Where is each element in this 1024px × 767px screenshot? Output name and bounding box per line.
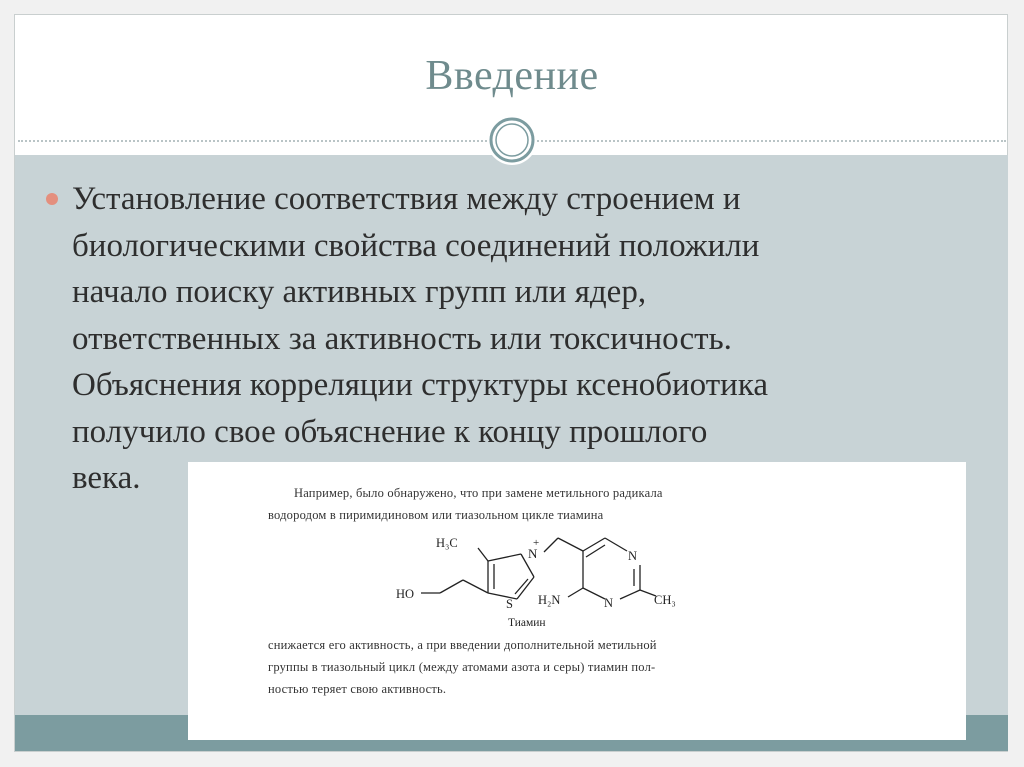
- formula-label: S: [506, 597, 513, 611]
- formula-label: H₂N: [538, 593, 561, 607]
- bullet-line: получило свое объяснение к концу прошлого: [72, 413, 708, 450]
- formula-label: CH₃: [654, 593, 676, 607]
- thiamine-figure: [188, 462, 966, 740]
- bullet-line: века.: [72, 460, 141, 496]
- formula-label: N: [628, 549, 638, 563]
- bullet-line: Установление соответствия между строением и: [72, 181, 741, 217]
- bullet-line: начало поиску активных групп или ядер,: [72, 274, 647, 310]
- formula-label: +: [533, 537, 540, 549]
- figure-caption: Тиамин: [508, 617, 546, 629]
- figure-text-line: ностью теряет свою активность.: [268, 682, 447, 696]
- formula-label: N: [528, 546, 538, 561]
- thiamine-structure: [188, 462, 966, 740]
- slide-title: Введение: [425, 53, 599, 99]
- figure-text-line: Например, было обнаружено, что при замене метильного радикала: [294, 486, 663, 500]
- formula-label: N: [604, 596, 614, 610]
- formula-label: HO: [396, 587, 415, 601]
- figure-text-line: водородом в пиримидиновом или тиазольном цикле тиамина: [268, 508, 604, 522]
- circle-ornament-icon: [486, 114, 538, 166]
- bullet-line: биологическими свойства соединений положили: [72, 227, 760, 264]
- bullet-dot-icon: [46, 193, 58, 205]
- figure-text-line: группы в тиазольный цикл (между атомами азота и серы) тиамин пол-: [268, 660, 656, 674]
- figure-text-line: снижается его активность, а при введении дополнительной метильной: [268, 638, 657, 652]
- formula-label: H₃C: [436, 536, 458, 550]
- bullet-line: ответственных за активность или токсичность.: [72, 320, 732, 357]
- bullet-line: Объяснения корреляции структуры ксенобиотика: [72, 367, 769, 403]
- bullet-text: [72, 176, 1002, 502]
